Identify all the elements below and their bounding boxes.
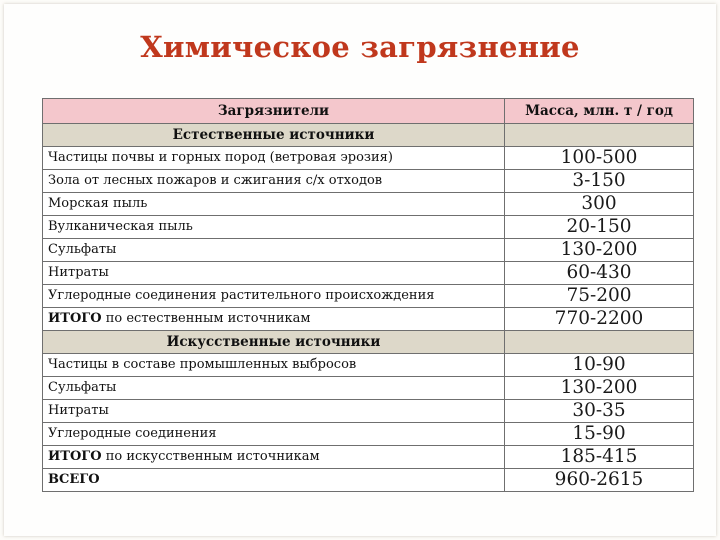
grand-total-caps: ВСЕГО [48, 472, 100, 487]
row-name: Частицы в составе промышленных выбросов [43, 354, 505, 377]
row-value: 100-500 [505, 147, 694, 170]
table-row [43, 423, 694, 446]
section-anthropogenic-label: Искусственные источники [43, 331, 505, 354]
total-row-natural [43, 308, 694, 331]
row-value: 130-200 [505, 239, 694, 262]
row-value: 75-200 [505, 285, 694, 308]
total-natural-label [43, 308, 505, 331]
row-name: Частицы почвы и горных пород (ветровая эрозия) [43, 147, 505, 170]
table-header-row [43, 99, 694, 124]
pollution-table [42, 98, 694, 492]
table-row [43, 354, 694, 377]
row-value: 20-150 [505, 216, 694, 239]
grand-total-row [43, 469, 694, 492]
row-value: 60-430 [505, 262, 694, 285]
table-row [43, 170, 694, 193]
total-anthropogenic-label [43, 446, 505, 469]
table-row [43, 193, 694, 216]
row-name: Сульфаты [43, 377, 505, 400]
grand-total-value: 960-2615 [505, 469, 694, 492]
table-row [43, 216, 694, 239]
table-row [43, 285, 694, 308]
total-rest: по искусственным источникам [101, 449, 320, 464]
section-row-natural [43, 124, 694, 147]
row-value: 15-90 [505, 423, 694, 446]
row-name: Вулканическая пыль [43, 216, 505, 239]
grand-total-label [43, 469, 505, 492]
section-anthropogenic-empty [505, 331, 694, 354]
table-row [43, 147, 694, 170]
row-name: Зола от лесных пожаров и сжигания с/х отходов [43, 170, 505, 193]
total-rest: по естественным источникам [101, 311, 311, 326]
row-value: 130-200 [505, 377, 694, 400]
table-row [43, 239, 694, 262]
row-name: Углеродные соединения растительного происхождения [43, 285, 505, 308]
row-value: 10-90 [505, 354, 694, 377]
row-value: 30-35 [505, 400, 694, 423]
total-natural-value: 770-2200 [505, 308, 694, 331]
total-caps: ИТОГО [48, 311, 102, 326]
total-row-anthropogenic [43, 446, 694, 469]
section-natural-label: Естественные источники [43, 124, 505, 147]
header-mass: Масса, млн. т / год [505, 99, 694, 124]
table-row [43, 377, 694, 400]
total-anthropogenic-value: 185-415 [505, 446, 694, 469]
row-value: 3-150 [505, 170, 694, 193]
section-natural-empty [505, 124, 694, 147]
header-pollutants: Загрязнители [43, 99, 505, 124]
row-value: 300 [505, 193, 694, 216]
total-caps: ИТОГО [48, 449, 102, 464]
row-name: Морская пыль [43, 193, 505, 216]
table-row [43, 400, 694, 423]
row-name: Нитраты [43, 400, 505, 423]
row-name: Углеродные соединения [43, 423, 505, 446]
row-name: Сульфаты [43, 239, 505, 262]
table-row [43, 262, 694, 285]
section-row-anthropogenic [43, 331, 694, 354]
row-name: Нитраты [43, 262, 505, 285]
slide-title: Химическое загрязнение [140, 30, 580, 64]
